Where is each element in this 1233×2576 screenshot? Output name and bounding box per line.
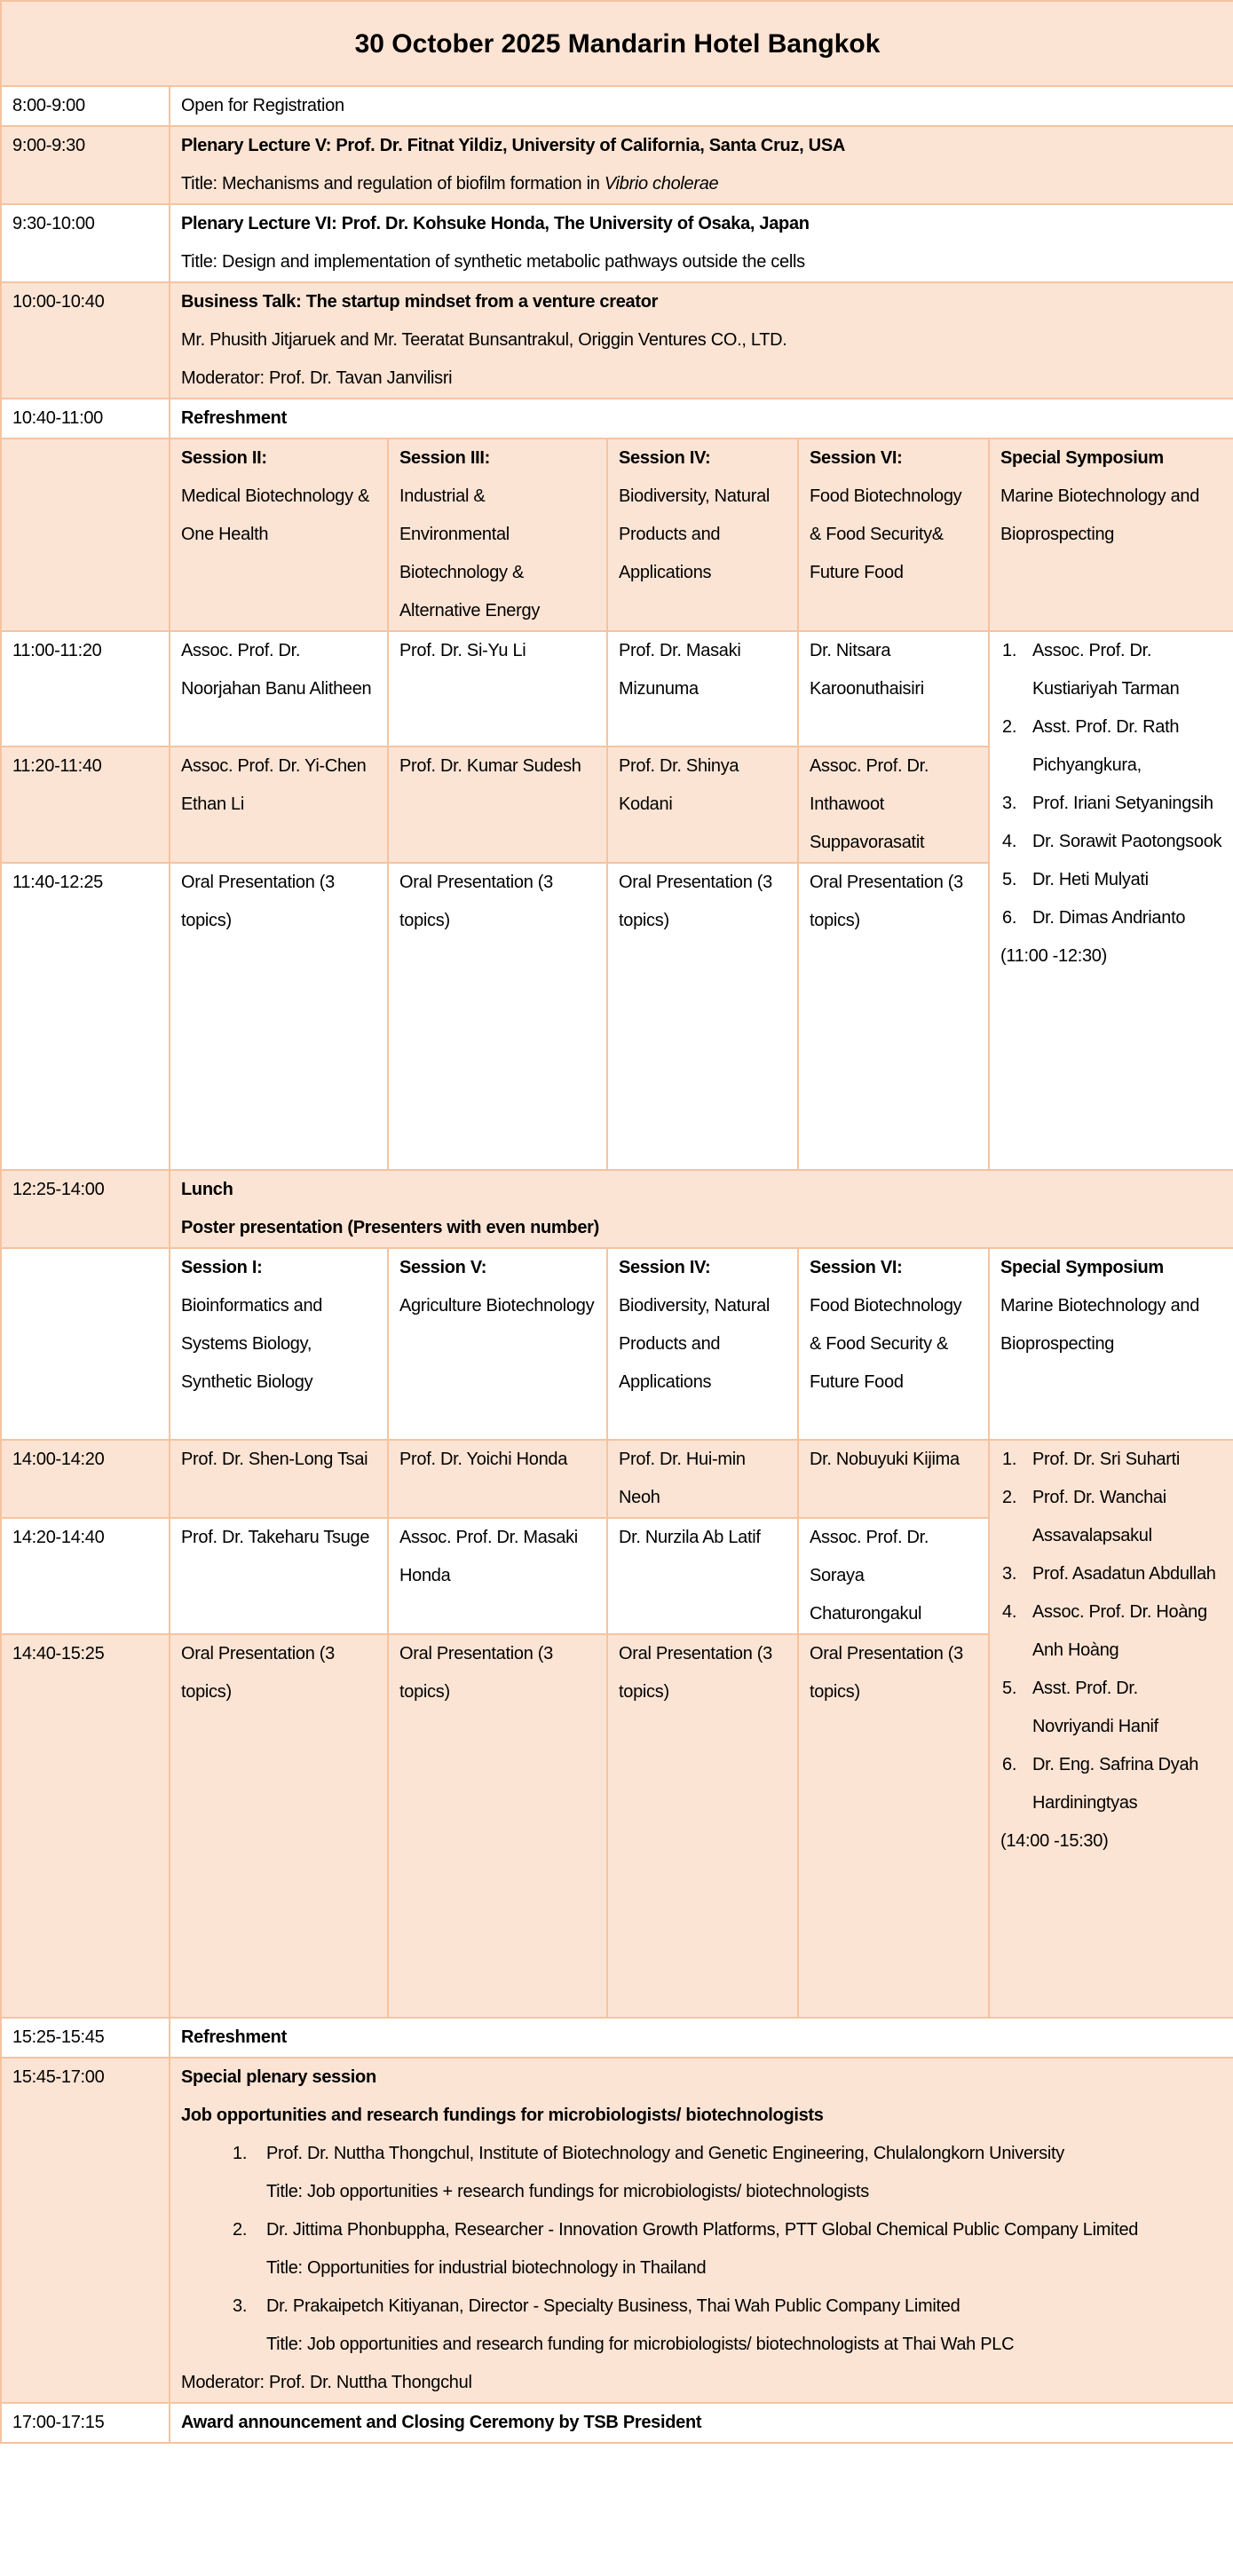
list-item: Prof. Dr. Sri Suharti [1032,1450,1180,1469]
oral-presentation-cell: Oral Presentation (3 topics) [170,863,388,1170]
special-plenary-list [181,2135,1222,2364]
list-item: Dr. Dimas Andrianto [1032,908,1186,928]
list-item: Dr. Heti Mulyati [1032,870,1149,889]
event-cell-lunch [170,1170,1233,1248]
session-header-cell [607,1248,798,1440]
time-cell-empty [1,439,170,631]
list-item: Prof. Asadatun Abdullah [1032,1564,1216,1584]
speaker-line: Prof. Dr. Nuttha Thongchul, Institute of Biotechnology and Genetic Engineering, Chulalongkorn University [266,2144,1064,2163]
session-name: Bioinformatics and Systems Biology, Synthetic Biology [181,1296,323,1392]
speaker-cell: Prof. Dr. Si-Yu Li [388,631,607,747]
time-cell: 12:25-14:00 [1,1170,170,1248]
time-cell: 10:40-11:00 [1,399,170,439]
event-cell-refreshment-am: Refreshment [170,399,1233,439]
time-cell: 17:00-17:15 [1,2403,170,2443]
speaker-cell: Prof. Dr. Yoichi Honda [388,1440,607,1518]
speaker-cell: Assoc. Prof. Dr. Noorjahan Banu Alitheen [170,631,388,747]
time-cell: 14:00-14:20 [1,1440,170,1518]
oral-presentation-cell: Oral Presentation (3 topics) [170,1634,388,2018]
talk-title-line: Title: Job opportunities + research fundings for microbiologists/ biotechnologists [266,2182,869,2201]
speaker-cell: Dr. Nurzila Ab Latif [607,1518,798,1634]
page-title: 30 October 2025 Mandarin Hotel Bangkok [1,1,1233,86]
session-header-cell [607,439,798,631]
event-cell-refreshment-pm: Refreshment [170,2018,1233,2058]
list-item [181,2211,1222,2288]
list-item: Prof. Dr. Wanchai Assavalapsakul [1032,1488,1166,1545]
time-cell: 9:00-9:30 [1,126,170,204]
symposium-speaker-list [1000,1441,1222,1822]
list-item [181,2135,1222,2211]
talk-title-line: Title: Job opportunities and research funding for microbiologists/ biotechnologists at Thai Wah PLC [266,2335,1015,2354]
species-name: Vibrio cholerae [604,174,719,194]
event-cell-special-plenary [170,2058,1233,2403]
session-name: Agriculture Biotechnology [399,1296,595,1316]
business-talk-speakers: Mr. Phusith Jitjaruek and Mr. Teeratat Bunsantrakul, Origgin Ventures CO., LTD. [181,330,787,350]
session-header-cell [798,1248,989,1440]
symposium-list-cell [989,1440,1233,2018]
session-header-cell [798,439,989,631]
speaker-cell: Assoc. Prof. Dr. Yi-Chen Ethan Li [170,747,388,863]
event-cell-registration: Open for Registration [170,86,1233,126]
speaker-line: Dr. Jittima Phonbuppha, Researcher - Innovation Growth Platforms, PTT Global Chemical Public Company Limited [266,2220,1139,2240]
event-cell-plenary-6 [170,204,1233,282]
speaker-cell: Prof. Dr. Takeharu Tsuge [170,1518,388,1634]
speaker-cell: Prof. Dr. Shinya Kodani [607,747,798,863]
time-cell: 9:30-10:00 [1,204,170,282]
time-cell: 10:00-10:40 [1,282,170,399]
session-name: Marine Biotechnology and Bioprospecting [1000,486,1200,544]
list-item: Dr. Eng. Safrina Dyah Hardiningtyas [1032,1755,1199,1813]
time-cell: 11:20-11:40 [1,747,170,863]
plenary-6-title: Title: Design and implementation of synthetic metabolic pathways outside the cells [181,252,805,272]
special-plenary-heading: Special plenary session [181,2067,376,2087]
session-id: Session I: [181,1258,263,1277]
list-item: Dr. Sorawit Paotongsook [1032,832,1222,851]
session-name: Biodiversity, Natural Products and Applications [619,486,771,582]
speaker-cell: Assoc. Prof. Dr. Inthawoot Suppavorasatit [798,747,989,863]
special-plenary-moderator: Moderator: Prof. Dr. Nuttha Thongchul [181,2373,472,2392]
time-cell: 15:25-15:45 [1,2018,170,2058]
session-header-cell [170,439,388,631]
business-talk-heading: Business Talk: The startup mindset from a venture creator [181,292,659,312]
time-cell: 14:20-14:40 [1,1518,170,1634]
time-cell: 11:40-12:25 [1,863,170,1170]
event-cell-business-talk [170,282,1233,399]
session-id: Special Symposium [1000,1258,1164,1277]
list-item [181,2288,1222,2364]
session-id: Session IV: [619,1258,711,1277]
time-cell: 15:45-17:00 [1,2058,170,2403]
oral-presentation-cell: Oral Presentation (3 topics) [607,863,798,1170]
session-name: Food Biotechnology & Food Security& Future Food [810,486,962,582]
lunch-label: Lunch [181,1180,233,1199]
oral-presentation-cell: Oral Presentation (3 topics) [798,1634,989,2018]
session-header-cell [388,1248,607,1440]
session-name: Medical Biotechnology & One Health [181,486,370,544]
session-header-cell [989,1248,1233,1440]
session-name: Biodiversity, Natural Products and Applications [619,1296,771,1392]
symposium-time-range: (11:00 -12:30) [1000,946,1107,966]
symposium-speaker-list [1000,632,1222,937]
oral-presentation-cell: Oral Presentation (3 topics) [607,1634,798,2018]
symposium-time-range: (14:00 -15:30) [1000,1831,1109,1851]
speaker-cell: Dr. Nitsara Karoonuthaisiri [798,631,989,747]
poster-presentation-label: Poster presentation (Presenters with even number) [181,1218,599,1237]
list-item: Asst. Prof. Dr. Rath Pichyangkura, [1032,717,1180,775]
session-header-cell [170,1248,388,1440]
oral-presentation-cell: Oral Presentation (3 topics) [798,863,989,1170]
plenary-5-heading: Plenary Lecture V: Prof. Dr. Fitnat Yildiz, University of California, Santa Cruz, USA [181,136,846,155]
speaker-cell: Prof. Dr. Masaki Mizunuma [607,631,798,747]
time-cell-empty [1,1248,170,1440]
list-item: Assoc. Prof. Dr. Hoàng Anh Hoàng [1032,1602,1207,1660]
speaker-cell: Prof. Dr. Shen-Long Tsai [170,1440,388,1518]
time-cell: 14:40-15:25 [1,1634,170,2018]
session-id: Special Symposium [1000,448,1164,468]
speaker-cell: Assoc. Prof. Dr. Soraya Chaturongakul [798,1518,989,1634]
list-item: Asst. Prof. Dr. Novriyandi Hanif [1032,1679,1158,1736]
session-id: Session VI: [810,448,903,468]
special-plenary-subheading: Job opportunities and research fundings for microbiologists/ biotechnologists [181,2106,824,2125]
speaker-cell: Prof. Dr. Hui-min Neoh [607,1440,798,1518]
session-id: Session II: [181,448,267,468]
oral-presentation-cell: Oral Presentation (3 topics) [388,1634,607,2018]
session-id: Session IV: [619,448,711,468]
speaker-line: Dr. Prakaipetch Kitiyanan, Director - Specialty Business, Thai Wah Public Company Limited [266,2296,960,2316]
symposium-list-cell [989,631,1233,1170]
event-cell-plenary-5 [170,126,1233,204]
time-cell: 11:00-11:20 [1,631,170,747]
speaker-cell: Prof. Dr. Kumar Sudesh [388,747,607,863]
plenary-6-heading: Plenary Lecture VI: Prof. Dr. Kohsuke Honda, The University of Osaka, Japan [181,214,810,233]
business-talk-moderator: Moderator: Prof. Dr. Tavan Janvilisri [181,368,453,388]
oral-presentation-cell: Oral Presentation (3 topics) [388,863,607,1170]
session-name: Food Biotechnology & Food Security & Future Food [810,1296,962,1392]
session-id: Session V: [399,1258,487,1277]
event-cell-closing: Award announcement and Closing Ceremony by TSB President [170,2403,1233,2443]
speaker-cell: Assoc. Prof. Dr. Masaki Honda [388,1518,607,1634]
plenary-5-title: Title: Mechanisms and regulation of biofilm formation in Vibrio cholerae [181,174,719,194]
speaker-cell: Dr. Nobuyuki Kijima [798,1440,989,1518]
session-id: Session III: [399,448,490,468]
session-header-cell [388,439,607,631]
list-item: Prof. Iriani Setyaningsih [1032,794,1213,813]
session-name: Industrial & Environmental Biotechnology & Alternative Energy [399,486,541,620]
session-header-cell [989,439,1233,631]
time-cell: 8:00-9:00 [1,86,170,126]
session-name: Marine Biotechnology and Bioprospecting [1000,1296,1200,1354]
list-item: Assoc. Prof. Dr. Kustiariyah Tarman [1032,641,1180,699]
talk-title-line: Title: Opportunities for industrial biotechnology in Thailand [266,2258,707,2278]
session-id: Session VI: [810,1258,903,1277]
